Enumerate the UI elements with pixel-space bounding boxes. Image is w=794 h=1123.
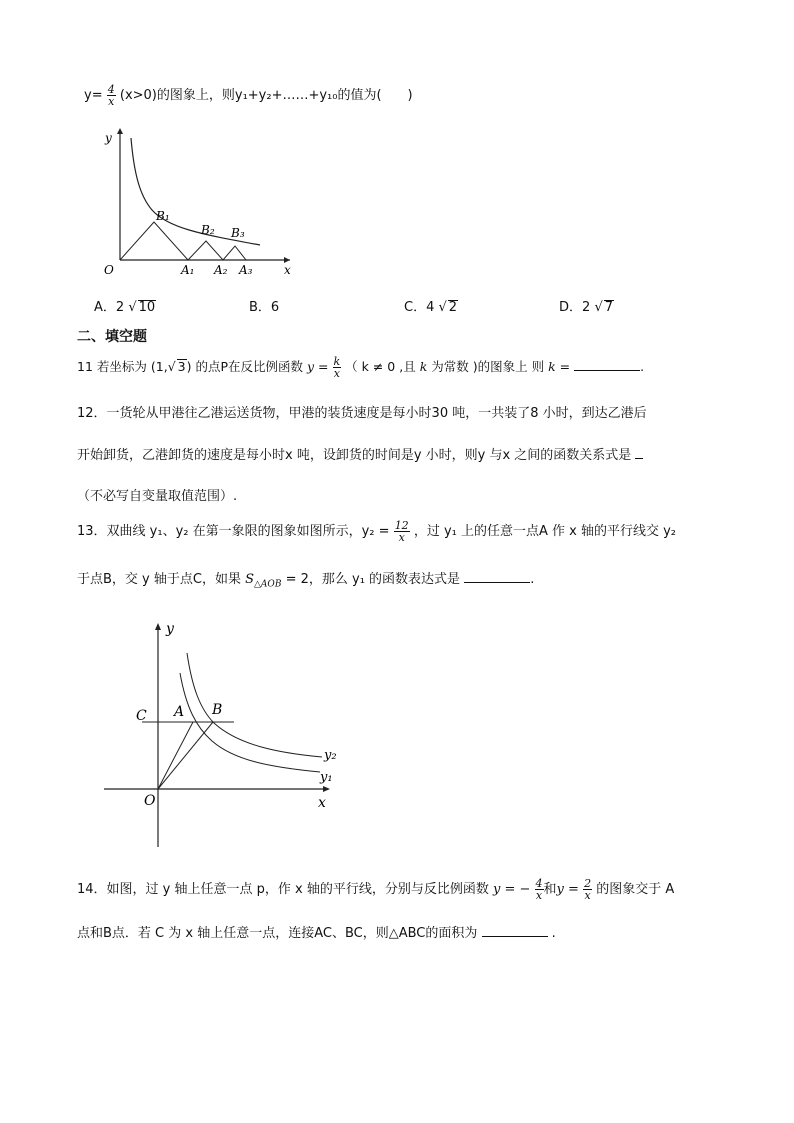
q11-k-var: k: [419, 359, 428, 374]
q13-label-y1: y₁: [320, 770, 333, 785]
q10-frac-num: 4: [107, 83, 115, 96]
q13-line2c: .: [530, 572, 535, 587]
q10-option-c-label: C．4: [404, 300, 435, 315]
q10-label-y: y: [105, 131, 112, 145]
q13-label-x: x: [318, 795, 326, 811]
q14-part2: 的图象交于 A: [596, 882, 675, 897]
q12-line2-text: 开始卸货，乙港卸货的速度是每小时x 吨，设卸货的时间是y 小时，则y 与x 之间的函数关系式是: [77, 448, 632, 463]
q14-f2-num: 2: [584, 877, 592, 890]
q13-label-y2: y₂: [324, 748, 337, 763]
section-title: 二、填空题: [77, 329, 147, 345]
q11-answer-blank[interactable]: [574, 357, 640, 371]
q10-label-x: x: [284, 263, 291, 277]
q11-frac-den: x: [333, 367, 340, 380]
q10-stem: [84, 84, 413, 107]
q10-option-d-radicand: 7: [604, 300, 614, 315]
q10-option-b: [249, 296, 279, 315]
q10-option-a-radicand: 10: [138, 300, 156, 315]
q11-point-open: (1,: [150, 359, 168, 374]
q11-point-radicand: 3: [177, 359, 186, 374]
sqrt-icon: √: [128, 300, 137, 315]
q10-label-a3: A₃: [239, 263, 253, 277]
q11-fraction: [333, 356, 342, 379]
q13-label-y: y: [166, 621, 174, 637]
sqrt-icon: √: [594, 300, 603, 315]
q11-frac-num: k: [333, 355, 341, 368]
q14-answer-blank[interactable]: [482, 923, 548, 937]
q14-and: 和: [543, 882, 557, 897]
q10-frac-den: x: [108, 95, 115, 108]
q10-option-d: [559, 296, 614, 315]
q13-line1: [77, 520, 676, 543]
q14-fraction-1: [535, 878, 544, 901]
q13-label-b: B: [212, 702, 223, 718]
q13-answer-blank[interactable]: [464, 569, 530, 583]
q13-frac-num: 12: [394, 519, 409, 532]
q10-label-b1: B₁: [156, 209, 170, 223]
q10-graph: [100, 124, 300, 280]
q11-func-y: y =: [307, 359, 329, 374]
q14-line1: [77, 878, 674, 901]
q13-segment-oa: [158, 722, 193, 789]
q10-option-c: [404, 296, 458, 315]
q11-k-equals: k =: [548, 359, 571, 374]
q13-graph: [100, 615, 340, 850]
q11-text: 11 若坐标为 (1,√ 3) 的点P在反比例函数 y = $\frac{k}{x}$ （ k ≠ 0 ,且 k 为常数 )的图象上 则 k = .: [77, 355, 645, 380]
q13-segment-ob: [158, 722, 213, 789]
q14-func2: y =: [556, 882, 579, 897]
q12-answer-blank[interactable]: [635, 445, 643, 459]
q12-line3: （不必写自变量取值范围）.: [77, 489, 238, 504]
q11-point-close: ): [186, 359, 192, 374]
q14-line2: [77, 922, 556, 941]
q10-label-a2: A₂: [214, 263, 228, 277]
q13-part2: ，过 y₁ 上的任意一点A 作 x 轴的平行线交 y₂: [413, 524, 677, 539]
q10-option-b-label: B．6: [249, 300, 280, 315]
q10-option-c-radicand: 2: [448, 300, 458, 315]
q13-x-arrow: [323, 786, 330, 792]
q13-area-sub: △AOB: [254, 579, 282, 590]
q13-part1: 13．双曲线 y₁、y₂ 在第一象限的图象如图所示，y₂ =: [77, 524, 390, 539]
q13-fraction: [394, 520, 410, 543]
q10-label-o: O: [104, 263, 114, 277]
q14-part1: 14．如图，过 y 轴上任意一点 p，作 x 轴的平行线，分别与反比例函数: [77, 882, 489, 897]
q14-fraction-2: [583, 878, 592, 901]
sqrt-icon: √: [438, 300, 447, 315]
q11-part1: 11 若坐标为: [77, 359, 147, 374]
q10-label-a1: A₁: [181, 263, 195, 277]
q13-line2b: = 2，那么 y₁ 的函数表达式是: [285, 572, 461, 587]
q10-label-b3: B₃: [231, 226, 245, 240]
q13-curve-y2: [187, 653, 322, 757]
q12-line2: [77, 444, 643, 463]
q11-part2: 的点P在反比例函数: [195, 359, 304, 374]
q13-line2a: 于点B，交 y 轴于点C，如果: [77, 572, 241, 587]
q14-end: .: [551, 926, 556, 941]
q12-line1: 12．一货轮从甲港往乙港运送货物，甲港的装货速度是每小时30 吨，一共装了8 小时，到达乙港后: [77, 406, 647, 421]
q14-line2-text: 点和B点．若 C 为 x 轴上任意一点，连接AC、BC，则△ABC的面积为: [77, 926, 478, 941]
q10-y-arrow: [117, 128, 123, 134]
q11-part3: 为常数 )的图象上 则: [431, 359, 545, 374]
q11-condition: （ k ≠ 0 ,且: [345, 359, 416, 374]
sqrt-icon: √: [167, 359, 176, 374]
q13-line2: [77, 568, 534, 590]
q14-f2-den: x: [584, 889, 591, 902]
q13-frac-den: x: [398, 531, 405, 544]
q14-func1: y = −: [492, 882, 531, 897]
q13-label-c: C: [136, 708, 147, 724]
q14-f1-num: 4: [535, 877, 543, 890]
q10-fraction: [107, 84, 116, 107]
q14-f1-den: x: [535, 889, 543, 902]
q10-stem-suffix: (x>0)的图象上，则y₁+y₂+……+y₁₀的值为( ): [119, 88, 413, 103]
q10-option-d-label: D．2: [559, 300, 591, 315]
q10-option-a: [94, 296, 156, 315]
q10-stem-prefix: y=: [84, 88, 103, 103]
q13-label-o: O: [144, 793, 156, 809]
q10-label-b2: B₂: [201, 223, 215, 237]
q10-option-a-label: A．2: [94, 300, 125, 315]
q13-label-a: A: [174, 704, 185, 720]
q13-y-arrow: [155, 623, 161, 630]
q13-area-label: S: [245, 572, 255, 587]
